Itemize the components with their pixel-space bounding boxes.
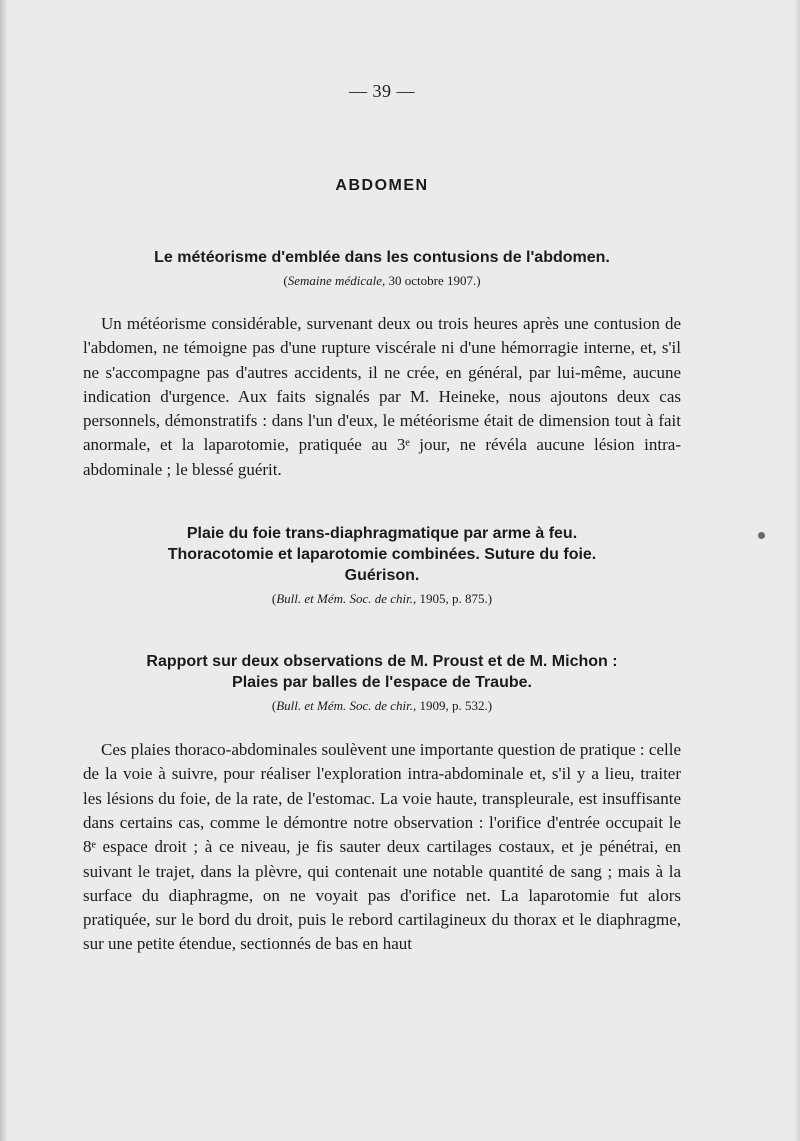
article-title-line: Rapport sur deux observations de M. Proust et de M. Michon : [146, 653, 618, 671]
section-heading: ABDOMEN [335, 177, 429, 194]
article-title: Le météorisme d'emblée dans les contusions de l'abdomen. [154, 249, 610, 266]
article-body: Ces plaies thoraco-abdominales soulèvent une importante question de pratique : celle de la voie à suivre, pour réaliser l'exploration intra-abdominale et, s'il y a lieu, traiter les lésions du foie, de la rate, de l'estomac. La voie haute, transpleurale, est insuffisante dans certains cas, comme le démontre notre observation : l'orifice d'entrée occupait le 8ᵉ espace droit ; à ce niveau, je fis sauter deux cartilages costaux, et je pénétrai, en suivant le trajet, dans la plèvre, qui contenait une notable quantité de sang ; mais à la surface du diaphragme, on ne voyait pas d'orifice net. La laparotomie fut alors pratiquée, sur le bord du droit, puis le rebord cartilagineux du thorax et le diaphragme, sur une petite étendue, sectionnés de bas en haut [83, 740, 681, 954]
article-title-line: Guérison. [344, 567, 420, 585]
document-page [83, 80, 681, 957]
article-title-line: Thoracotomie et laparotomie combinées. Suture du foie. [167, 546, 597, 564]
article-title-line: Plaie du foie trans-diaphragmatique par arme à feu. [186, 525, 578, 543]
article-body: Un météorisme considérable, survenant deux ou trois heures après une contusion de l'abdomen, ne témoigne pas d'une rupture viscérale ni d'une hémorragie interne, et, s'il ne s'accompagne pas d'autres accidents, il ne crée, en général, par lui-même, aucune indication d'urgence. Aux faits signalés par M. Heineke, nous ajoutons deux cas personnels, démonstratifs : dans l'un d'eux, le météorisme était de dimension tout à fait anormale, et la laparotomie, pratiquée au 3ᵉ jour, ne révéla aucune lésion intra-abdominale ; le blessé guérit. [83, 314, 681, 479]
article-plaie-du-foie [83, 523, 681, 608]
citation-date: 1905, p. 875. [419, 591, 488, 607]
citation-date: 30 octobre 1907. [388, 273, 477, 288]
citation-source: Semaine médicale, [287, 273, 386, 288]
ink-speck [758, 532, 765, 539]
citation-date: 1909, p. 532. [419, 698, 488, 714]
article-citation: (Semaine médicale, 30 octobre 1907.) [283, 273, 481, 288]
citation-source: Bull. et Mém. Soc. de chir., [276, 591, 417, 607]
article-meteorisme [83, 247, 681, 482]
article-citation: (Bull. et Mém. Soc. de chir., 1909, p. 532.) [271, 698, 493, 714]
article-rapport-traube [83, 651, 681, 957]
citation-source: Bull. et Mém. Soc. de chir., [276, 698, 417, 714]
article-title-line: Plaies par balles de l'espace de Traube. [232, 674, 532, 692]
scan-edge-right [794, 0, 800, 1141]
scan-edge-left [0, 0, 8, 1141]
page-number: — 39 — [349, 81, 415, 101]
article-citation: (Bull. et Mém. Soc. de chir., 1905, p. 875.) [271, 591, 493, 607]
